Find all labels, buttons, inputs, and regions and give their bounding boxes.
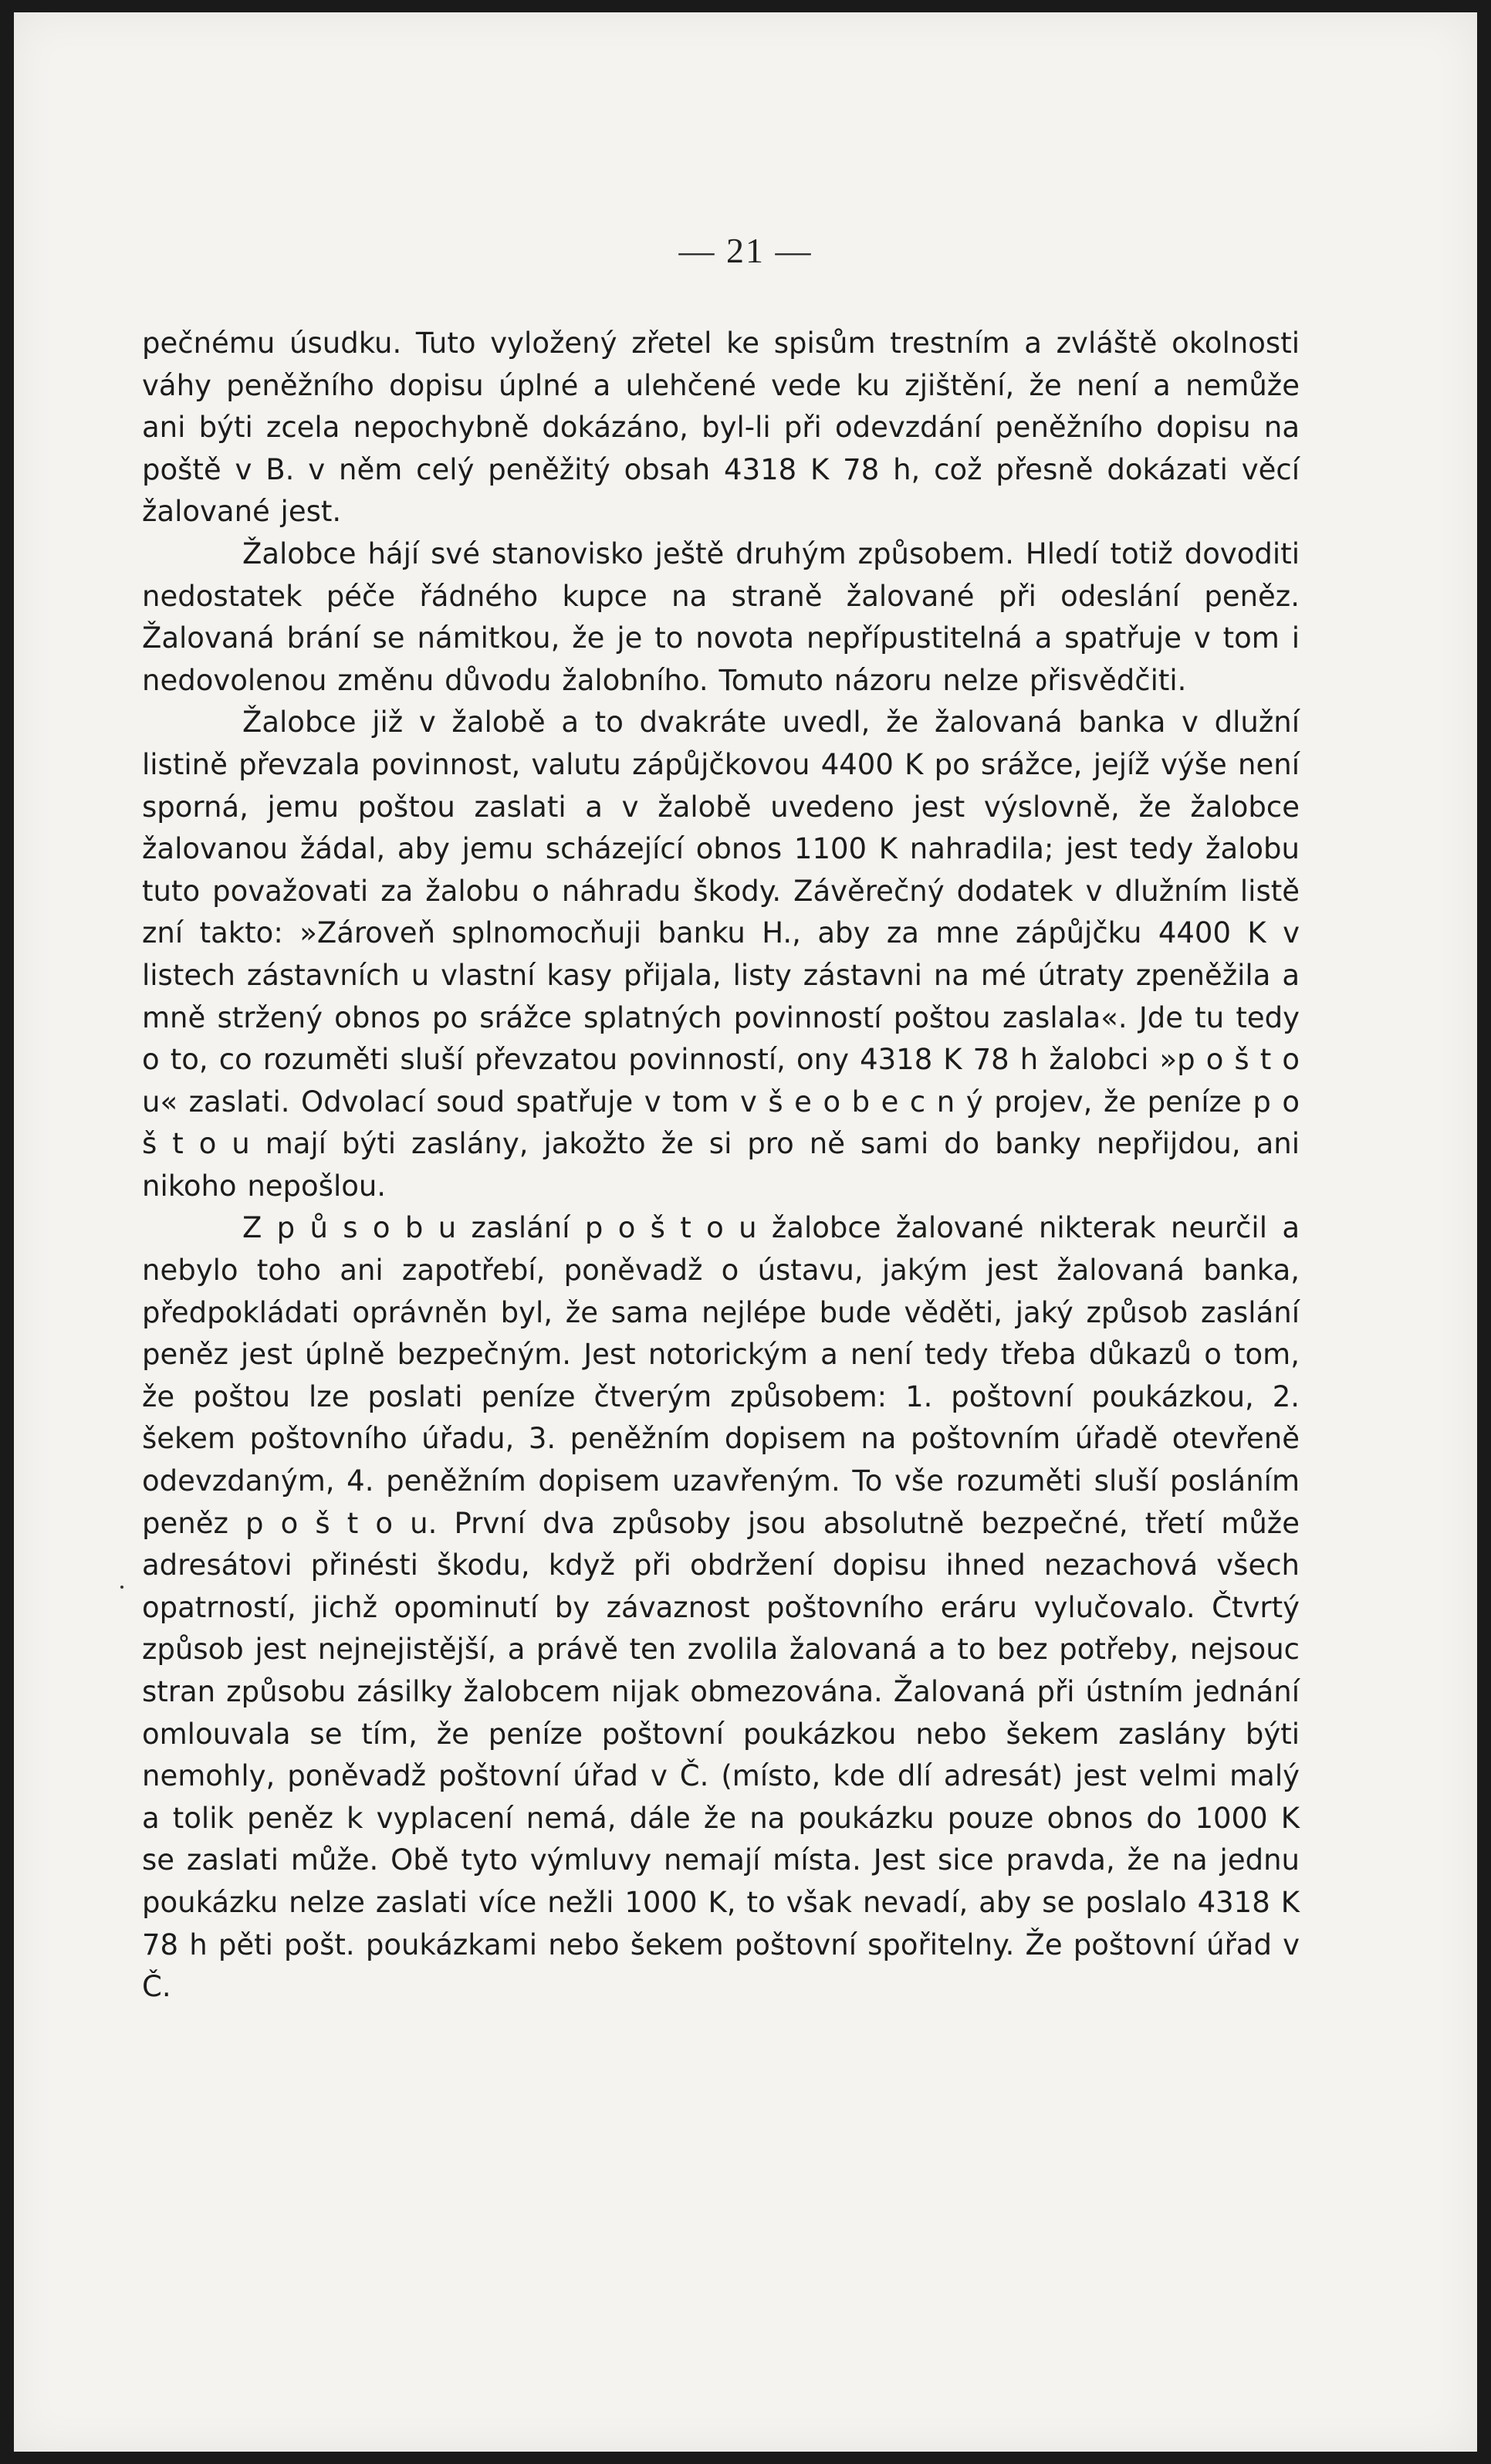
paragraph-1: pečnému úsudku. Tuto vyložený zřetel ke spisům trestním a zvláště okolnosti váhy peněžního dopisu úplné a ulehčené vede ku zjištění, že není a nemůže ani býti zcela nepochybně dokázáno, byl-li při odevzdání peněžního dopisu na poště v B. v něm celý peněžitý obsah 4318 K 78 h, což přesně dokázati věcí žalované jest. [142,327,1300,529]
page-number: — 21 — [678,231,813,270]
document-page [14,12,1477,2452]
paragraph-4: Z p ů s o b u zaslání p o š t o u žalobce žalované nikterak neurčil a nebylo toho ani zapotřebí, poněvadž o ústavu, jakým jest žalovaná banka, předpokládati oprávněn byl, že sama nejlépe bude věděti, jaký způsob zaslání peněz jest úplně bezpečným. Jest notorickým a není tedy třeba důkazů o tom, že poštou lze poslati peníze čtverým způsobem: 1. poštovní poukázkou, 2. šekem poštovního úřadu, 3. peněžním dopisem na poštovním úřadě otevřeně odevzdaným, 4. peněžním dopisem uzavřeným. To vše rozuměti sluší posláním peněz p o š t o u. První dva způsoby jsou absolutně bezpečné, třetí může adresátovi přinésti škodu, když při obdržení dopisu ihned nezachová všech opatrností, jichž opominutí by závaznost poštovního eráru vylučovalo. Čtvrtý způsob jest nejnejistější, a právě ten zvolila žalovaná a to bez potřeby, nejsouc stran způsobu zásilky žalobcem nijak obmezována. Žalovaná při ústním jednání omlouvala se tím, že peníze poštovní poukázkou nebo šekem zaslány býti nemohly, poněvadž poštovní úřad v Č. (místo, kde dlí adresát) jest velmi malý a tolik peněz k vyplacení nemá, dále že na poukázku pouze obnos do 1000 K se zaslati může. Obě tyto výmluvy nemají místa. Jest sice pravda, že na jednu poukázku nelze zaslati více nežli 1000 K, to však nevadí, aby se poslalo 4318 K 78 h pěti pošt. poukázkami nebo šekem poštovní spořitelny. Že poštovní úřad v Č. [142,1211,1300,2004]
paragraph-3: Žalobce již v žalobě a to dvakráte uvedl, že žalovaná banka v dlužní listině převzala povinnost, valutu zápůjčkovou 4400 K po srážce, jejíž výše není sporná, jemu poštou zaslati a v žalobě uvedeno jest výslovně, že žalobce žalovanou žádal, aby jemu scházející obnos 1100 K nahradila; jest tedy žalobu tuto považovati za žalobu o náhradu škody. Závěrečný dodatek v dlužním listě zní takto: »Zároveň splnomocňuji banku H., aby za mne zápůjčku 4400 K v listech zástavních u vlastní kasy přijala, listy zástavni na mé útraty zpeněžila a mně stržený obnos po srážce splatných povinností poštou zaslala«. Jde tu tedy o to, co rozuměti sluší převzatou povinností, ony 4318 K 78 h žalobci »p o š t o u« zaslati. Odvolací soud spatřuje v tom v š e o b e c n ý projev, že peníze p o š t o u mají býti zaslány, jakožto že si pro ně sami do banky nepřijdou, ani nikoho nepošlou. [142,706,1300,1203]
margin-speck [120,1586,123,1589]
body-text [142,323,1300,2009]
paragraph-2: Žalobce hájí své stanovisko ještě druhým způsobem. Hledí totiž dovoditi nedostatek péče řádného kupce na straně žalované při odeslání peněz. Žalovaná brání se námitkou, že je to novota nepřípustitelná a spatřuje v tom i nedovolenou změnu důvodu žalobního. Tomuto názoru nelze přisvědčiti. [142,536,1300,697]
